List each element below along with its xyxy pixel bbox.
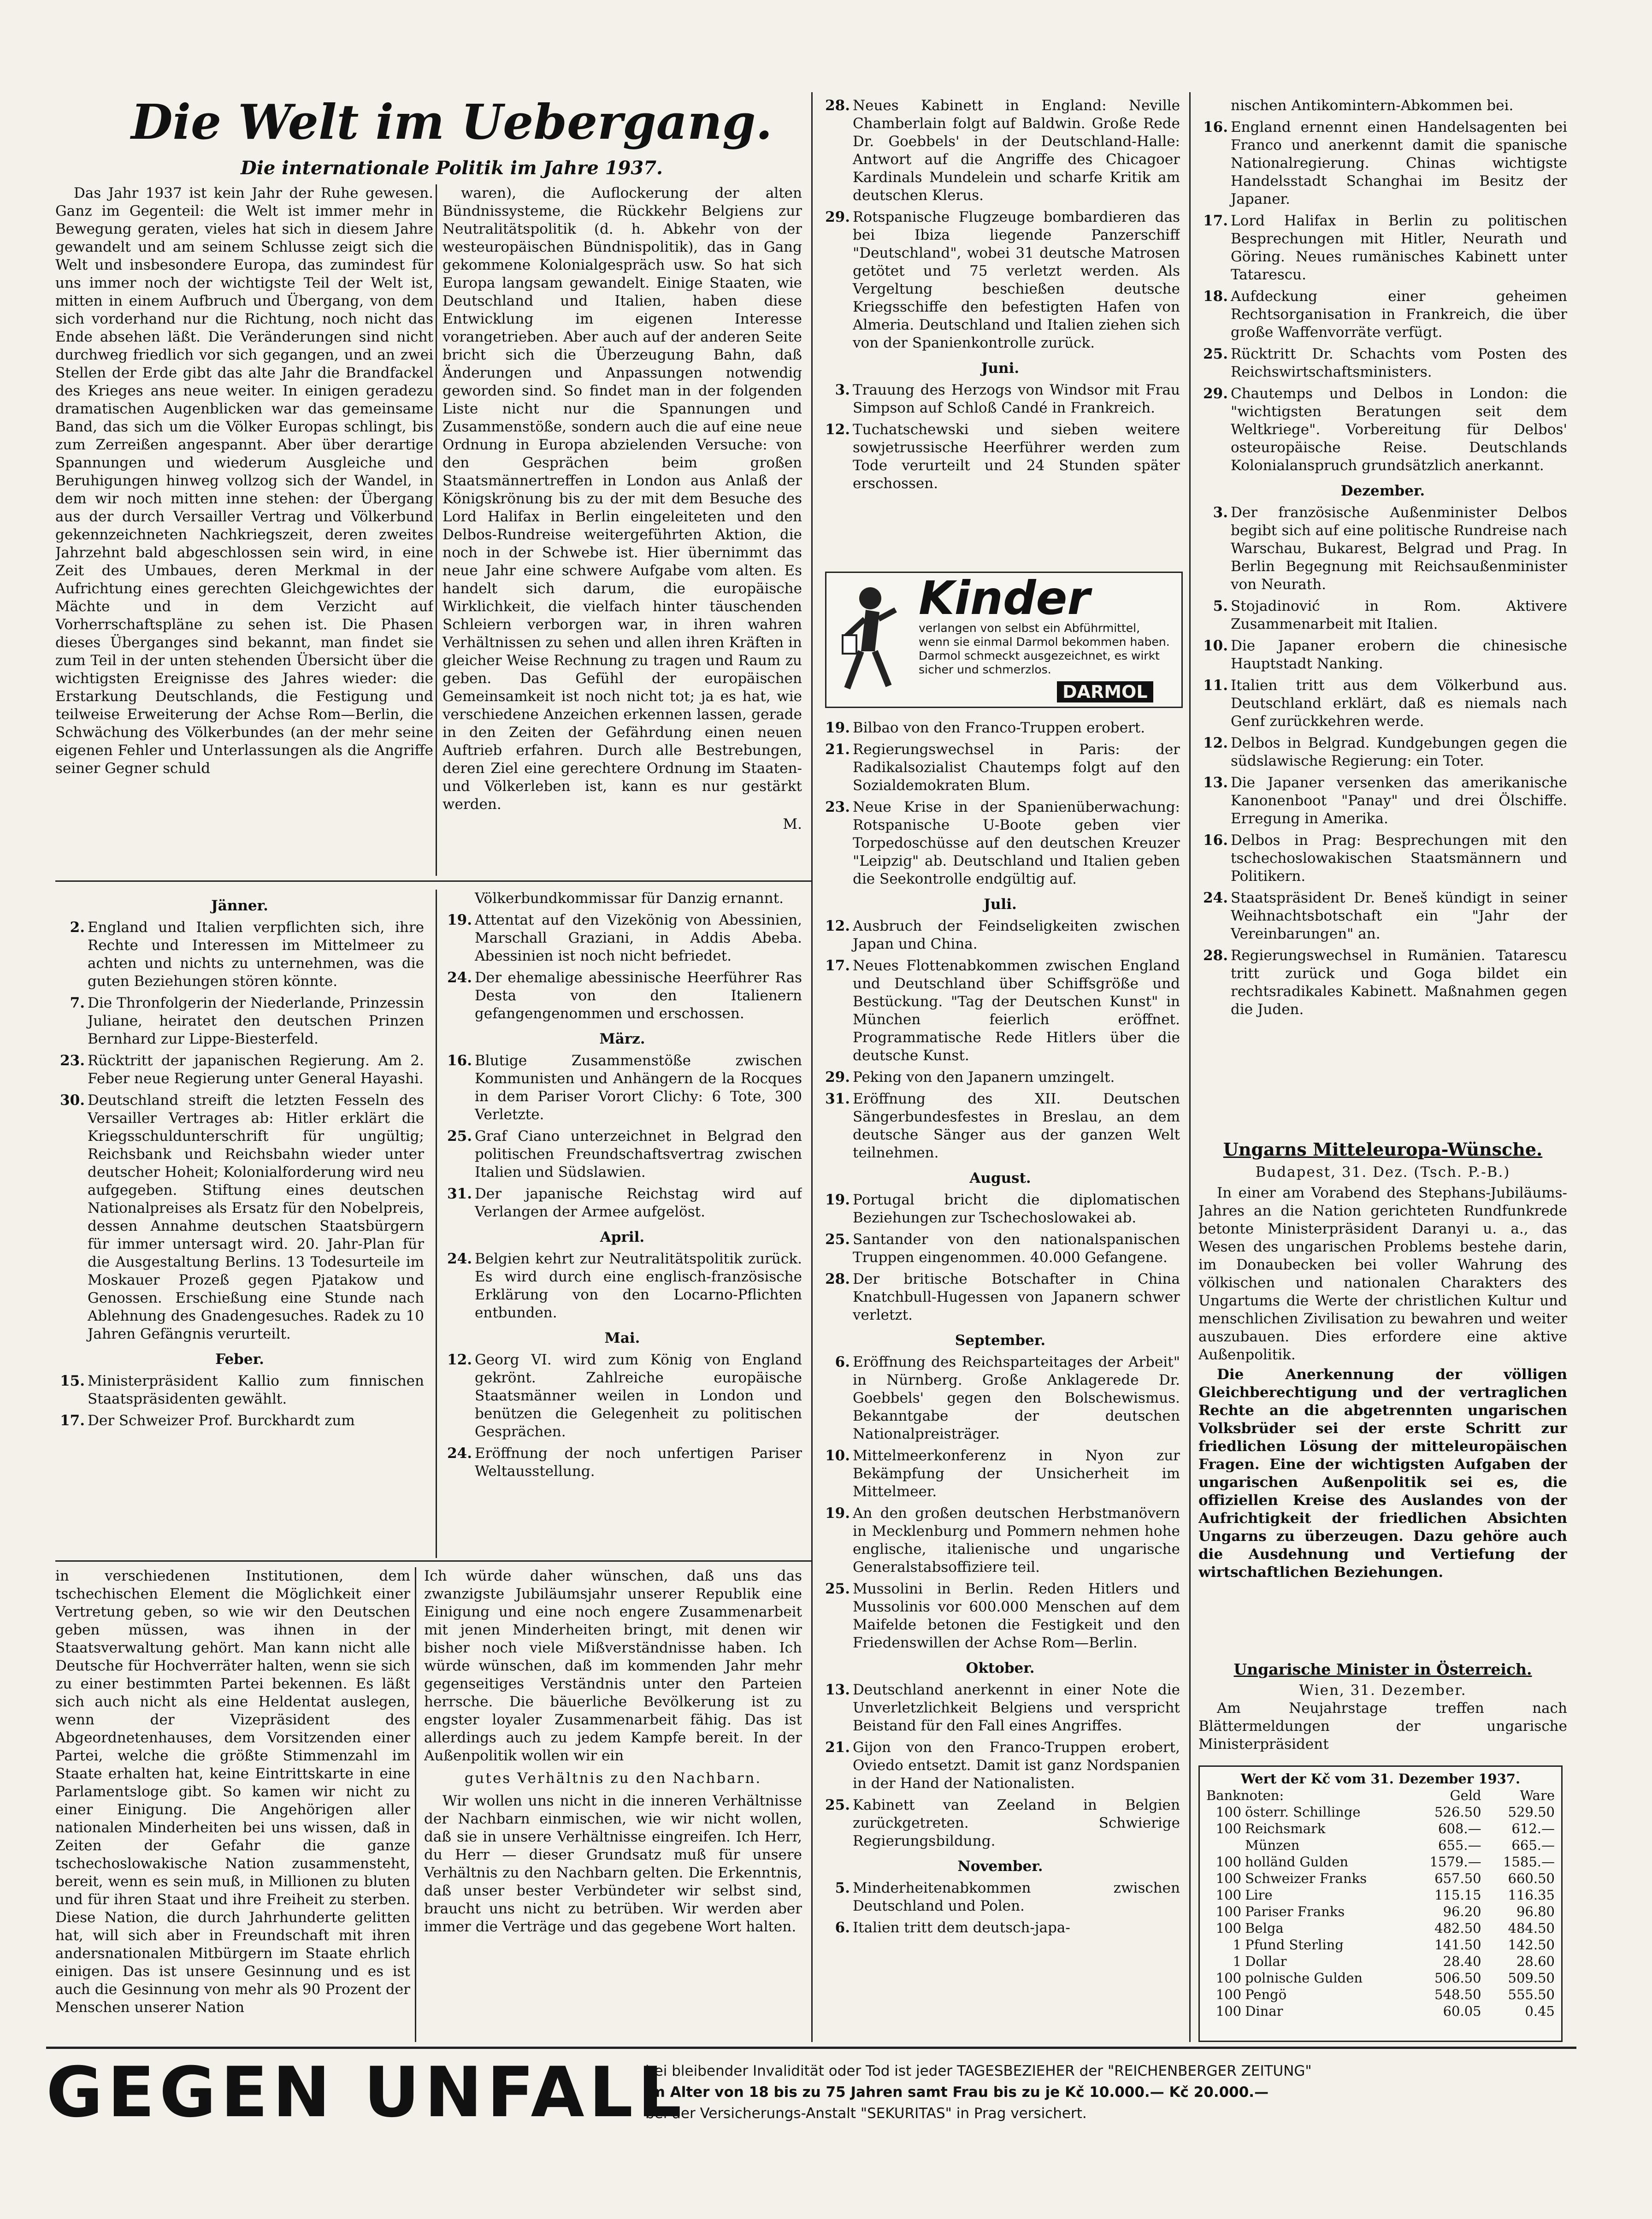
entry-text: Attentat auf den Vizekönig von Abessinien, Marschall Graziani, in Addis Abeba. Abessinien ist noch nicht befriedet. (475, 912, 802, 964)
ad-logo: DARMOL (1057, 681, 1153, 702)
entry-text: Eröffnung des Reichsparteitages der Arbeit" in Nürnberg. Große Anklagerede Dr. Goebbels' gegen den Bolschewismus. Bekanntgabe der deutschen Nationalpreisträger. (853, 1354, 1180, 1442)
rates-cell-amt: 100 (1215, 1804, 1242, 1820)
rates-cell-ware: 1585.— (1503, 1854, 1555, 1870)
entry-date: 25. (1203, 346, 1228, 362)
rates-cell-geld: 657.50 (1434, 1871, 1481, 1886)
chronology-entry (820, 1796, 1180, 1850)
chronology-entry (820, 798, 1180, 888)
rates-cell-ware: 116.35 (1508, 1887, 1555, 1903)
rates-row (1204, 1837, 1557, 1853)
chronology-column-2 (442, 890, 802, 1558)
chronology-entry (1198, 212, 1567, 284)
entry-text: Italien tritt dem deutsch-japa- (853, 1919, 1070, 1936)
entry-date: 5. (1213, 598, 1228, 614)
intro-signature: M. (783, 816, 802, 832)
entry-date: 10. (825, 1447, 850, 1464)
bottom-mid-paragraph-1: Ich würde daher wünschen, daß uns das zwanzigste Jubiläumsjahr unserer Republik eine Einigung und eine noch engere Zusammenarbeit mit jenen Minderheiten bringt, mit denen wir bisher noch viele Mißverständnisse haben. Ich würde wünschen, daß im kommenden Jahr mehr gegenseitiges Verständnis unter den Parteien herrsche. Die bäuerliche Bevölkerung ist zu engster loyaler Zusammenarbeit fähig. Das ist allerdings auch zu jedem Kampfe bereit. In der Außenpolitik wollen wir ein (424, 1568, 802, 1764)
entry-text: Der japanische Reichstag wird auf Verlangen der Armee aufgelöst. (475, 1186, 802, 1220)
child-running-icon (833, 582, 903, 697)
banner-text (645, 2060, 1567, 2124)
entry-text: Eröffnung der noch unfertigen Pariser Weltausstellung. (475, 1445, 802, 1480)
entry-text: Bilbao von den Franco-Truppen erobert. (853, 720, 1145, 736)
entry-date: 24. (447, 1445, 472, 1462)
rates-cell-amt: 100 (1215, 1871, 1242, 1886)
chronology-entry (442, 1052, 802, 1124)
rates-cell-geld: 1579.— (1429, 1854, 1481, 1870)
rates-cell-name: Reichsmark (1245, 1821, 1326, 1836)
entry-text: Neue Krise in der Spanienüberwachung: Rotspanische U-Boote geben vier Torpedoschüsse auf den deutschen Kreuzer "Leipzig" ab. Deutschland und Italien geben die Seekontrolle endgültig auf. (853, 799, 1180, 887)
entry-text: Minderheitenabkommen zwischen Deutschland und Polen. (853, 1880, 1180, 1914)
rates-cell-amt: 100 (1215, 1920, 1242, 1936)
entry-text: Der ehemalige abessinische Heerführer Ras Desta von den Italienern gefangengenommen und erschossen. (475, 969, 802, 1022)
entry-text: Der französische Außenminister Delbos begibt sich auf eine politische Rundreise nach Warschau, Bukarest, Belgrad und Prag. In Berlin Begegnung mit Reichsaußenminister von Neurath. (1231, 504, 1567, 593)
entry-text: Mussolini in Berlin. Reden Hitlers und Mussolinis vor 600.000 Menschen auf dem Maifelde betonen die Festigkeit und den Friedenswillen der Achse Rom—Berlin. (853, 1581, 1180, 1651)
rates-cell-name: Schweizer Franks (1245, 1871, 1367, 1886)
entry-date: 5. (835, 1880, 850, 1896)
entry-text: Gijon von den Franco-Truppen erobert, Oviedo entsetzt. Damit ist ganz Nordspanien in der Hand der Nationalisten. (853, 1739, 1180, 1792)
chronology-entry (1198, 288, 1567, 342)
bottom-article-left (55, 1567, 410, 2042)
entry-date: 29. (825, 1069, 850, 1086)
chronology-entry (1198, 734, 1567, 770)
entry-date: 18. (1203, 288, 1228, 305)
entry-text: Rücktritt Dr. Schachts vom Posten des Reichswirtschaftsministers. (1231, 346, 1567, 380)
rates-cell-amt: 100 (1215, 2003, 1242, 2019)
entry-date: 12. (1203, 735, 1228, 751)
entry-date: 6. (835, 1354, 850, 1370)
entry-text: Rotspanische Flugzeuge bombardieren das bei Ibiza liegende Panzerschiff "Deutschland", wobei 31 deutsche Matrosen getötet und 75 verletzt werden. Als Vergeltung beschießen deutsche Kriegsschiffe den befestigten Hafen von Almeria. Deutschland und Italien ziehen sich von der Spanienkontrolle zurück. (853, 209, 1180, 351)
bottom-mid-heading: gutes Verhältnis zu den Nachbarn. (464, 1770, 762, 1787)
rates-cell-geld: 96.20 (1443, 1904, 1481, 1919)
rates-row (1204, 1870, 1557, 1887)
entry-text: Trauung des Herzogs von Windsor mit Frau Simpson auf Schloß Candé in Frankreich. (853, 382, 1180, 416)
entry-text: Lord Halifax in Berlin zu politischen Besprechungen mit Hitler, Neurath und Göring. Neues rumänisches Kabinett unter Tatarescu. (1231, 212, 1567, 283)
rates-cell-amt: 1 (1233, 1953, 1242, 1969)
entry-date: 12. (447, 1351, 472, 1368)
chronology-column-3-top (820, 97, 1180, 567)
ungarn-article (1198, 1139, 1567, 1659)
chronology-entry-continued: nischen Antikomintern-Abkommen bei. (1231, 97, 1514, 114)
entry-date: 13. (1203, 774, 1228, 791)
entry-date: 11. (1203, 677, 1228, 694)
rates-table (1204, 1787, 1557, 2019)
chronology-entry (55, 994, 424, 1048)
rates-cell-amt (1204, 1837, 1243, 1853)
rates-cell-geld: 482.50 (1434, 1920, 1481, 1936)
ungarn-dateline: Budapest, 31. Dez. (Tsch. P.-B.) (1255, 1164, 1510, 1180)
entry-date: 19. (825, 1192, 850, 1208)
section-rule (55, 880, 811, 882)
entry-text: Delbos in Belgrad. Kundgebungen gegen die südslawische Regierung: ein Toter. (1231, 735, 1567, 769)
minister-article (1198, 1659, 1567, 1752)
entry-date: 19. (825, 720, 850, 736)
entry-date: 31. (447, 1186, 472, 1202)
chronology-entry (442, 1445, 802, 1481)
entry-date: 15. (60, 1373, 85, 1389)
chronology-entry (820, 1353, 1180, 1443)
banner-line-3: bei der Versicherungs-Anstalt "SEKURITAS" in Prag versichert. (645, 2105, 1087, 2122)
chronology-entry (820, 1505, 1180, 1576)
rates-cell-amt: 100 (1215, 1970, 1242, 1986)
entry-date: 19. (447, 912, 472, 928)
rates-row (1204, 1970, 1557, 1986)
rates-cell-name: Pfund Sterling (1245, 1937, 1344, 1953)
entry-date: 25. (825, 1797, 850, 1813)
chronology-entry-continued: Völkerbundkommissar für Danzig ernannt. (475, 890, 784, 907)
entry-date: 16. (447, 1052, 472, 1069)
entry-text: Neues Flottenabkommen zwischen England und Deutschland über Schiffsgröße und Bestückung. "Tag der Deutschen Kunst" in München feierlich eröffnet. Programmatische Rede Hitlers über die deutsche Kunst. (853, 957, 1180, 1064)
entry-text: Die Thronfolgerin der Niederlande, Prinzessin Juliane, heiratet den deutschen Prinzen Bernhard zur Lippe-Biesterfeld. (88, 995, 424, 1047)
rates-cell-geld: 506.50 (1434, 1970, 1481, 1986)
chronology-column-1 (55, 890, 424, 1558)
entry-date: 17. (1203, 212, 1228, 229)
chronology-entry (1198, 504, 1567, 594)
rates-row (1204, 1986, 1557, 2003)
chronology-entry (820, 1068, 1180, 1086)
minister-dateline: Wien, 31. Dezember. (1299, 1682, 1467, 1699)
entry-date: 21. (825, 1739, 850, 1756)
rates-cell-geld: 526.50 (1434, 1804, 1481, 1820)
entry-date: 10. (1203, 637, 1228, 654)
entry-date: 28. (825, 97, 850, 114)
entry-date: 13. (825, 1682, 850, 1698)
month-heading: Juni. (981, 360, 1020, 377)
entry-date: 28. (1203, 947, 1228, 964)
chronology-entry (1198, 637, 1567, 673)
entry-text: England und Italien verpflichten sich, ihre Rechte und Interessen im Mittelmeer zu achten und nichts zu unternehmen, was die guten Beziehungen stören könnte. (88, 919, 424, 990)
exchange-rates-box (1198, 1765, 1563, 2042)
intro-paragraph-2: waren), die Auflockerung der alten Bündnissysteme, die Rückkehr Belgiens zur Neutralitätspolitik (d. h. Abkehr von der westeuropäischen Bündnispolitik), das in Gang gekommene Kolonialgespräch usw. So hat sich Europa langsam gewandelt. Einige Staaten, wie Deutschland und Italien, haben diese Entwicklung im eigenen Interesse vorangetrieben. Aber auch auf der anderen Seite bricht sich die Überzeugung Bahn, daß Änderungen und Anpassungen notwendig geworden sind. So findet man in der folgenden Liste nicht nur die Spannungen und Zusammenstöße, sondern auch die auf eine neue Ordnung in Europa abzielenden Versuche: von den Gesprächen beim großen Staatsmännertreffen in London aus Anlaß der Königskrönung bis zu der mit dem Besuche des Lord Halifax in Berlin eingeleiteten und den Delbos-Rundreise weitergeführten Aktion, die noch in der Schwebe ist. Hier übernimmt das neue Jahr eine schwere Aufgabe vom alten. Es handelt sich darum, die europäische Wirklichkeit, die vielfach hinter täuschenden Schleiern verborgen war, in ihren wahren Verhältnissen zu sehen und allen ihren Kräften in gleicher Weise Rechnung zu tragen und Raum zu geben. Das Gefühl der europäischen Gemeinsamkeit ist noch nicht tot; ja es hat, wie verschiedene Anzeichen erkennen lassen, gerade in den Zeiten der Gefährdung einen neuen Auftrieb erfahren. Durch alle Bestrebungen, deren Ziel eine gerechtere Ordnung im Staaten- und Völkerleben ist, kann es nur gestärkt werden. (442, 185, 802, 813)
entry-text: Die Japaner versenken das amerikanische Kanonenboot "Panay" und drei Ölschiffe. Erregung in Amerika. (1231, 774, 1567, 827)
chronology-entry (820, 1447, 1180, 1501)
month-heading: Dezember. (1340, 483, 1425, 499)
rates-cell-amt: 100 (1215, 1887, 1242, 1903)
rates-cell-amt: 100 (1215, 1904, 1242, 1919)
chronology-entry (1198, 774, 1567, 828)
insurance-banner (46, 2051, 1567, 2134)
rates-header-note: Banknoten: (1206, 1788, 1284, 1803)
entry-text: Graf Ciano unterzeichnet in Belgrad den politischen Freundschaftsvertrag zwischen Italien und Südslawien. (475, 1128, 802, 1180)
chronology-entry (1198, 385, 1567, 475)
entry-text: Neues Kabinett in England: Neville Chamberlain folgt auf Baldwin. Große Rede Dr. Goebbels' in der Deutschland-Halle: Antwort auf die Angriffe des Chicagoer Kardinals Mundelein und scharfe Kritik am deutschen Klerus. (853, 97, 1180, 204)
ungarn-paragraph-1: In einer am Vorabend des Stephans-Jubiläums-Jahres an die Nation gerichteten Rundfunkrede betonte Ministerpräsident Daranyi u. a., das Wesen des ungarischen Problems bestehe darin, im Donaubecken bei voller Wahrung des völkischen und nationalen Charakters des Ungartums die Werte der christlichen Kultur und menschlichen Zivilisation zu bewahren und weiter auszubauen. Dies erfordere eine aktive Außenpolitik. (1198, 1185, 1567, 1363)
bottom-left-paragraph: in verschiedenen Institutionen, dem tschechischen Element die Möglichkeit einer Vertretung geben, so wie wir den Deutschen geben müssen, was ihnen in der Staatsverwaltung gehört. Man kann nicht alle Deutsche für Hochverräter halten, wenn sie sich zu einer bestimmten Partei bekennen. Es läßt sich auch nicht als eine Heldentat auslegen, wenn der Vizepräsident des Abgeordnetenhauses, dem Vorsitzenden einer Partei, welche die größte Stimmenzahl im Staate erhalten hat, keine Eintrittskarte in eine Parlamentsloge gibt. So kamen wir nicht zu einer Einigung. Die Angehörigen aller nationalen Minderheiten bei uns wissen, daß in Zeiten der Gefahr die ganze tschechoslowakische Nation zusammensteht, bereit, wenn es sein muß, in Millionen zu bluten und für ihren Staat und ihre Freiheit zu sterben. Diese Nation, die durch Jahrhunderte gelitten hat, will sich aber in Freundschaft mit ihren andersnationalen Mitbürgern im Staate ehrlich einigen. Das ist unsere Gesinnung und es ist auch die Gesinnung von mehr als 90 Prozent der Menschen unserer Nation (55, 1568, 410, 2016)
chronology-entry (1198, 832, 1567, 885)
ad-text: verlangen von selbst ein Abführmittel, wenn sie einmal Darmol bekommen haben. Darmol schmeckt ausgezeichnet, es wirkt sicher und schmerzlos. (919, 621, 1170, 676)
chronology-entry (55, 1412, 424, 1430)
rates-cell-ware: 660.50 (1508, 1871, 1555, 1886)
rates-cell-ware: 529.50 (1508, 1804, 1555, 1820)
month-heading: April. (600, 1229, 645, 1245)
bottom-mid-paragraph-2: Wir wollen uns nicht in die inneren Verhältnisse der Nachbarn einmischen, wie wir nicht wollen, daß sie in unsere Verhältnisse eingreifen. Ich Herr, du Herr — dieser Grundsatz muß für unsere Verhältnis zu den Nachbarn gelten. Die Erkenntnis, daß unser bester Verbündeter wir selbst sind, braucht uns nicht zu betrüben. Wir werden aber immer die Verträge und das gegebene Wort halten. (424, 1793, 802, 1935)
rates-cell-name: holländ Gulden (1245, 1854, 1349, 1870)
entry-date: 12. (825, 918, 850, 934)
rates-cell-amt: 100 (1215, 1821, 1242, 1836)
entry-date: 24. (447, 969, 472, 986)
entry-date: 30. (60, 1092, 85, 1109)
chronology-entry (1198, 345, 1567, 381)
chronology-column-4 (1198, 97, 1567, 1134)
chronology-entry (442, 1185, 802, 1221)
rates-row (1204, 1920, 1557, 1936)
section-rule (55, 1560, 811, 1562)
entry-date: 21. (825, 741, 850, 758)
entry-date: 25. (825, 1581, 850, 1597)
banner-headline: GEGEN UNFALL (46, 2053, 686, 2133)
month-heading: September. (955, 1332, 1046, 1349)
entry-text: Aufdeckung einer geheimen Rechtsorganisation in Frankreich, die über große Waffenvorräte verfügt. (1231, 288, 1567, 341)
rates-cell-amt: 100 (1215, 1854, 1242, 1870)
chronology-entry (820, 719, 1180, 737)
chronology-entry (820, 97, 1180, 205)
intro-column-right (442, 184, 802, 876)
entry-text: Tuchatschewski und sieben weitere sowjetrussische Heerführer werden zum Tode verurteilt und 24 Stunden später erschossen. (853, 421, 1180, 492)
rates-cell-name: Lire (1245, 1887, 1273, 1903)
entry-date: 29. (1203, 385, 1228, 402)
entry-text: Rücktritt der japanischen Regierung. Am 2. Feber neue Regierung unter General Hayashi. (88, 1052, 424, 1087)
chronology-entry (820, 1090, 1180, 1162)
column-rule (436, 184, 437, 876)
month-heading: Jänner. (211, 897, 268, 914)
entry-date: 3. (835, 382, 850, 398)
chronology-entry (55, 919, 424, 991)
entry-text: Italien tritt aus dem Völkerbund aus. Deutschland erklärt, daß es niemals nach Genf zurückkehren werde. (1231, 677, 1567, 730)
chronology-entry (820, 208, 1180, 352)
darmol-ad (825, 572, 1183, 708)
entry-date: 16. (1203, 119, 1228, 136)
entry-text: Ausbruch der Feindseligkeiten zwischen Japan und China. (853, 918, 1180, 952)
chronology-entry (55, 1372, 424, 1408)
rates-header-ware: Ware (1520, 1788, 1555, 1803)
chronology-entry (1198, 118, 1567, 208)
column-rule (1189, 92, 1191, 2042)
minister-text: Am Neujahrstage treffen nach Blättermeldungen der ungarische Ministerpräsident (1198, 1700, 1567, 1752)
entry-date: 2. (70, 919, 85, 936)
entry-text: Chautemps und Delbos in London: die "wichtigsten Beratungen seit dem Weltkriege". Vorbereitung für Delbos' osteuropäische Reise. Deutschlands Kolonialanspruch grundsätzlich anerkannt. (1231, 385, 1567, 474)
month-heading: März. (599, 1031, 645, 1047)
rates-header-geld: Geld (1450, 1788, 1481, 1803)
month-heading: Mai. (604, 1330, 640, 1346)
chronology-entry (820, 1191, 1180, 1227)
entry-text: Ministerpräsident Kallio zum finnischen Staatspräsidenten gewählt. (88, 1373, 424, 1407)
chronology-entry (1198, 597, 1567, 633)
entry-text: Belgien kehrt zur Neutralitätspolitik zurück. Es wird durch eine englisch-französische Erklärung von den Locarno-Pflichten entbunden. (475, 1251, 802, 1321)
chronology-entry (820, 1580, 1180, 1652)
rates-row (1204, 1820, 1557, 1837)
entry-text: Portugal bricht die diplomatischen Beziehungen zur Tschechoslowakei ab. (853, 1192, 1180, 1226)
page-subtitle: Die internationale Politik im Jahre 1937. (241, 157, 663, 179)
rates-cell-name: Belga (1245, 1920, 1284, 1936)
rates-cell-ware: 0.45 (1525, 2003, 1555, 2019)
entry-date: 16. (1203, 832, 1228, 849)
rates-cell-ware: 665.— (1511, 1837, 1555, 1853)
section-rule (46, 2047, 1576, 2049)
rates-cell-ware: 555.50 (1508, 1987, 1555, 2002)
rates-cell-geld: 655.— (1438, 1837, 1481, 1853)
entry-date: 17. (825, 957, 850, 974)
entry-text: Delbos in Prag: Besprechungen mit den tschechoslowakischen Staatsmännern und Politikern. (1231, 832, 1567, 885)
rates-cell-geld: 608.— (1438, 1821, 1481, 1836)
chronology-entry (1198, 947, 1567, 1019)
ungarn-title: Ungarns Mitteleuropa-Wünsche. (1223, 1139, 1543, 1160)
rates-row (1204, 1903, 1557, 1920)
rates-cell-geld: 60.05 (1443, 2003, 1481, 2019)
entry-date: 23. (825, 799, 850, 815)
chronology-entry (442, 911, 802, 965)
rates-cell-ware: 142.50 (1508, 1937, 1555, 1953)
rates-cell-ware: 96.80 (1516, 1904, 1555, 1919)
chronology-entry (820, 1919, 1180, 1937)
rates-cell-amt: 100 (1215, 1987, 1242, 2002)
rates-cell-name: Pengö (1245, 1987, 1287, 2002)
chronology-entry (820, 917, 1180, 953)
rates-cell-name: polnische Gulden (1245, 1970, 1363, 1986)
chronology-entry (1198, 677, 1567, 731)
entry-text: Blutige Zusammenstöße zwischen Kommunisten und Anhängern de la Rocques in dem Pariser Vorort Clichy: 6 Tote, 300 Verletzte. (475, 1052, 802, 1123)
entry-text: Die Japaner erobern die chinesische Hauptstadt Nanking. (1231, 637, 1567, 672)
rates-header-row (1204, 1787, 1557, 1804)
column-rule (811, 92, 813, 2042)
entry-date: 12. (825, 421, 850, 438)
page-title: Die Welt im Uebergang. (131, 94, 773, 150)
month-heading: Feber. (215, 1351, 264, 1368)
rates-cell-ware: 509.50 (1508, 1970, 1555, 1986)
entry-text: Santander von den nationalspanischen Truppen eingenommen. 40.000 Gefangene. (853, 1231, 1180, 1266)
bottom-article-mid (424, 1567, 802, 2042)
chronology-entry (820, 381, 1180, 417)
entry-text: England ernennt einen Handelsagenten bei Franco und anerkennt damit die spanische Nationalregierung. Chinas wichtigste Handelsstadt Schanghai im Besitz der Japaner. (1231, 119, 1567, 207)
entry-text: Georg VI. wird zum König von England gekrönt. Zahlreiche europäische Staatsmänner weilen in London und benützen die Gelegenheit zu politischen Gesprächen. (475, 1351, 802, 1440)
month-heading: Oktober. (966, 1660, 1035, 1676)
rates-cell-ware: 612.— (1511, 1821, 1555, 1836)
entry-date: 29. (825, 209, 850, 225)
rates-cell-geld: 141.50 (1434, 1937, 1481, 1953)
minister-title: Ungarische Minister in Österreich. (1233, 1660, 1532, 1678)
rates-row (1204, 1804, 1557, 1820)
entry-date: 7. (70, 995, 85, 1011)
month-heading: August. (969, 1170, 1031, 1186)
entry-text: Der Schweizer Prof. Burckhardt zum (88, 1412, 355, 1429)
column-rule (415, 1567, 416, 2042)
month-heading: November. (957, 1858, 1043, 1875)
rates-title: Wert der Kč vom 31. Dezember 1937. (1240, 1771, 1521, 1787)
chronology-entry (442, 1351, 802, 1441)
intro-paragraph-1: Das Jahr 1937 ist kein Jahr der Ruhe gewesen. Ganz im Gegenteil: die Welt ist immer mehr in Bewegung geraten, vieles hat sich in diesem Jahre gewandelt und am seinem Schlusse zeigt sich die Welt und insbesondere Europa, das zumindest für uns immer noch der wichtigste Teil der Welt ist, mitten in einem Aufbruch und Übergang, von dem sich vorderhand nur die Richtung, noch nicht das Ende absehen läßt. Die Veränderungen sind nicht durchweg friedlich vor sich gegangen, und an zwei Stellen der Erde gibt das alte Jahr die Brandfackel des Krieges ans neue weiter. In einigen geradezu dramatischen Augenblicken war das gemeinsame Band, das sich um die Völker Europas schlingt, bis zum Zerreißen angespannt. Aber über derartige Spannungen und wiederum Ausgleiche und Beruhigungen hinweg vollzog sich der Wandel, in dem wir noch mitten inne stehen: der Übergang aus der durch Versailler Vertrag und Völkerbund gekennzeichneten Nachkriegszeit, deren zweites Jahrzehnt bald abgeschlossen sein wird, in eine Zeit des Umbaues, deren Merkmal in der Aufrichtung eines gerechten Gleichgewichtes der Mächte und in dem Verzicht auf Vorherrschaftspläne zu sehen ist. Die Phasen dieses Überganges sind bekannt, man findet sie zum Teil in der unten stehenden Übersicht über die wichtigsten Ereignisse des Jahres wieder: die Erstarkung Deutschlands, die Festigung und teilweise Erweiterung der Achse Rom—Berlin, die Schwächung des Völkerbundes (an der mehr seine eigenen Fehler und Unterlassungen als die Angriffe seiner Gegner schuld (55, 185, 433, 777)
chronology-entry (820, 741, 1180, 795)
entry-text: Staatspräsident Dr. Beneš kündigt in seiner Weihnachtsbotschaft ein "Jahr der Vereinbarungen" an. (1231, 890, 1567, 942)
rates-cell-ware: 28.60 (1516, 1953, 1555, 1969)
entry-date: 28. (825, 1271, 850, 1287)
entry-date: 25. (825, 1231, 850, 1248)
chronology-entry (442, 969, 802, 1023)
entry-text: Deutschland streift die letzten Fesseln des Versailler Vertrages ab: Hitler erklärt die Kriegsschuldunterschrift für ungültig; Reichsbank und Reichsbahn wieder unter deutscher Hoheit; Kolonialforderung wird neu aufgegeben. Stiftung eines deutschen Nationalpreises als Ersatz für den Nobelpreis, dessen Annahme deutschen Staatsbürgern für immer untersagt wird. 20. Jahr-Plan für die Ausgestaltung Berlins. 13 Todesurteile im Moskauer Prozeß gegen Pjatakow und Genossen. Erschießung eine Stunde nach Ablehnung des Gnadengesuches. Radek zu 10 Jahren Gefängnis verurteilt. (88, 1092, 424, 1342)
entry-text: Deutschland anerkennt in einer Note die Unverletzlichkeit Belgiens und verspricht Beistand für den Fall eines Angriffes. (853, 1682, 1180, 1734)
rates-cell-geld: 548.50 (1434, 1987, 1481, 2002)
entry-text: Der britische Botschafter in China Knatchbull-Hugessen von Japanern schwer verletzt. (853, 1271, 1180, 1323)
banner-line-1: bei bleibender Invalidität oder Tod ist jeder TAGESBEZIEHER der "REICHENBERGER ZEITUNG" (645, 2063, 1312, 2079)
entry-text: An den großen deutschen Herbstmanövern in Mecklenburg und Pommern nehmen hohe englische, italienische und ungarische Generalstabsoffiziere teil. (853, 1505, 1180, 1576)
entry-text: Mittelmeerkonferenz in Nyon zur Bekämpfung der Unsicherheit im Mittelmeer. (853, 1447, 1180, 1500)
rates-cell-amt: 1 (1233, 1937, 1242, 1953)
chronology-entry (820, 1681, 1180, 1735)
rates-row (1204, 1936, 1557, 1953)
entry-date: 25. (447, 1128, 472, 1145)
entry-date: 23. (60, 1052, 85, 1069)
entry-date: 6. (835, 1919, 850, 1936)
entry-text: Eröffnung des XII. Deutschen Sängerbundesfestes in Breslau, an dem deutsche Sänger aus der ganzen Welt teilnehmen. (853, 1091, 1180, 1161)
entry-text: Regierungswechsel in Paris: der Radikalsozialist Chautemps folgt auf den Sozialdemokraten Blum. (853, 741, 1180, 794)
rates-cell-name: Pariser Franks (1245, 1904, 1345, 1919)
banner-line-2: im Alter von 18 bis zu 75 Jahren samt Frau bis zu je Kč 10.000.— Kč 20.000.— (645, 2084, 1269, 2101)
rates-row (1204, 2003, 1557, 2019)
chronology-entry (442, 1250, 802, 1322)
entry-text: Stojadinović in Rom. Aktivere Zusammenarbeit mit Italien. (1231, 598, 1567, 632)
chronology-entry (55, 1092, 424, 1343)
chronology-entry (820, 957, 1180, 1065)
rates-cell-ware: 484.50 (1508, 1920, 1555, 1936)
chronology-entry (820, 1270, 1180, 1324)
chronology-entry (442, 1127, 802, 1181)
chronology-entry (820, 1879, 1180, 1915)
chronology-entry (820, 1231, 1180, 1267)
intro-column-left (55, 184, 433, 876)
entry-date: 19. (825, 1505, 850, 1522)
ad-brand: Kinder (919, 571, 1090, 625)
chronology-column-3-bottom (820, 719, 1180, 2042)
rates-row (1204, 1853, 1557, 1870)
chronology-entry (1198, 889, 1567, 943)
rates-cell-geld: 28.40 (1443, 1953, 1481, 1969)
chronology-entry (820, 421, 1180, 493)
entry-date: 17. (60, 1412, 85, 1429)
entry-date: 31. (825, 1091, 850, 1107)
entry-date: 24. (447, 1251, 472, 1267)
entry-text: Regierungswechsel in Rumänien. Tatarescu tritt zurück und Goga bildet ein rechtsradikales Kabinett. Maßnahmen gegen die Juden. (1231, 947, 1567, 1018)
chronology-entry (55, 1052, 424, 1088)
entry-date: 3. (1213, 504, 1228, 521)
ungarn-paragraph-2: Die Anerkennung der völligen Gleichberechtigung und der vertraglichen Rechte an die abgetrennten ungarischen Volksbrüder sei der erste Schritt zur friedlichen Lösung der mitteleuropäischen Fragen. Eine der wichtigsten Aufgaben der ungarischen Außenpolitik sei es, die offiziellen Kreise des Auslandes von der Aufrichtigkeit der friedlichen Absichten Ungarns zu überzeugen. Dazu gehöre auch die Ausdehnung und Vertiefung der wirtschaftlichen Beziehungen. (1198, 1366, 1567, 1581)
rates-row (1204, 1887, 1557, 1903)
entry-text: Kabinett van Zeeland in Belgien zurückgetreten. Schwierige Regierungsbildung. (853, 1797, 1180, 1849)
column-rule (436, 890, 437, 1558)
chronology-entry (820, 1739, 1180, 1793)
entry-date: 24. (1203, 890, 1228, 906)
rates-cell-geld: 115.15 (1434, 1887, 1481, 1903)
month-heading: Juli. (984, 896, 1017, 913)
entry-text: Peking von den Japanern umzingelt. (853, 1069, 1115, 1086)
rates-cell-name: Münzen (1245, 1837, 1300, 1853)
rates-cell-name: Dinar (1245, 2003, 1283, 2019)
rates-row (1204, 1953, 1557, 1970)
rates-cell-name: österr. Schillinge (1245, 1804, 1361, 1820)
rates-cell-name: Dollar (1245, 1953, 1287, 1969)
